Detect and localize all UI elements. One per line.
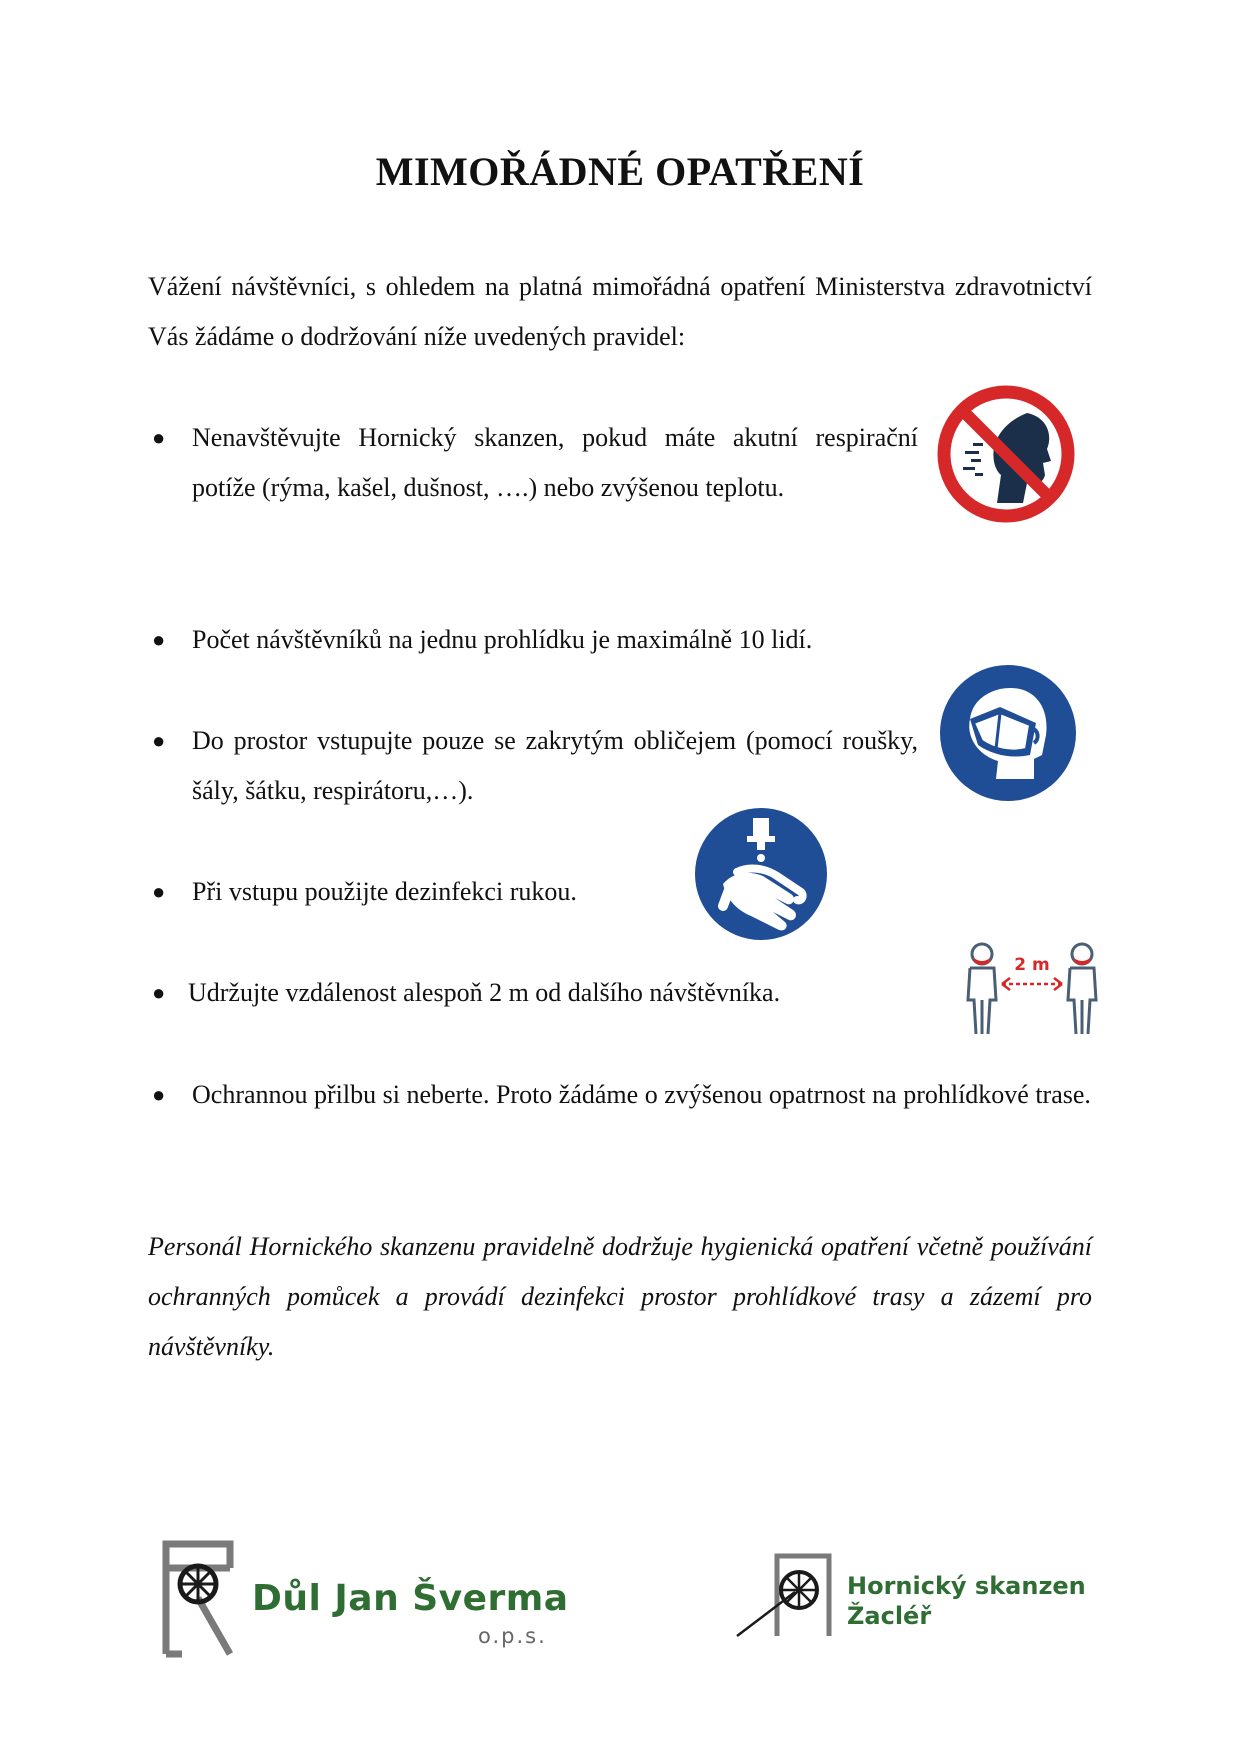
staff-hygiene-note: Personál Hornického skanzenu pravidelně dodržuje hygienická opatření včetně používání ochranných pomůcek a provádí dezinfekci prostor prohlídkové trasy a zázemí pro návštěvníky. xyxy=(148,1232,1092,1361)
hand-disinfection-sign-icon xyxy=(693,806,829,942)
rule-item-distance xyxy=(148,968,968,1018)
rule-text: Ochrannou přilbu si neberte. Proto žádáme o zvýšenou opatrnost na prohlídkové trase. xyxy=(192,1080,1091,1109)
mine-wheel-icon xyxy=(735,1552,835,1642)
distance-label: 2 m xyxy=(1014,955,1050,975)
bullet-marker: ● xyxy=(152,425,166,450)
rule-text: Nenavštěvujte Hornický skanzen, pokud máte akutní respirační potíže (rýma, kašel, dušnost, ….) nebo zvýšenou teplotu. xyxy=(192,423,918,502)
rule-text: Udržujte vzdálenost alespoň 2 m od dalšího návštěvníka. xyxy=(188,978,781,1007)
intro-paragraph: Vážení návštěvníci, s ohledem na platná mimořádná opatření Ministerstva zdravotnictví Vás žádáme o dodržování níže uvedených pravidel: xyxy=(148,272,1092,351)
rule-item-no-helmet xyxy=(148,1070,1092,1120)
no-coughing-sign-icon xyxy=(935,383,1077,525)
bullet-marker: ● xyxy=(152,1082,166,1107)
face-mask-sign-icon xyxy=(938,663,1078,803)
rule-item-no-symptoms xyxy=(148,413,918,513)
rule-text: Počet návštěvníků na jednu prohlídku je maximálně 10 lidí. xyxy=(192,625,813,654)
rule-item-face-cover xyxy=(148,716,918,816)
bullet-marker: ● xyxy=(152,627,166,652)
bullet-marker: ● xyxy=(152,728,166,753)
rule-item-visitor-limit xyxy=(148,615,1092,665)
rule-text: Do prostor vstupujte pouze se zakrytým obličejem (pomocí roušky, šály, šátku, respirátoru,…). xyxy=(192,726,918,805)
social-distance-sign-icon xyxy=(962,938,1102,1038)
logo-name: Důl Jan Šverma xyxy=(252,1578,569,1619)
hornicky-skanzen-logo xyxy=(735,1552,1086,1642)
mine-headframe-icon xyxy=(160,1538,240,1658)
rule-item-disinfection xyxy=(148,867,748,917)
logo-subtitle: o.p.s. xyxy=(478,1624,547,1648)
bullet-marker: ● xyxy=(152,980,166,1005)
bullet-marker: ● xyxy=(152,879,166,904)
logo-name-line2: Žacléř xyxy=(847,1602,932,1630)
page-title: MIMOŘÁDNÉ OPATŘENÍ xyxy=(375,149,865,194)
rule-text: Při vstupu použijte dezinfekci rukou. xyxy=(192,877,577,906)
logo-name-line1: Hornický skanzen xyxy=(847,1572,1086,1600)
dul-jan-sverma-logo xyxy=(160,1538,569,1658)
